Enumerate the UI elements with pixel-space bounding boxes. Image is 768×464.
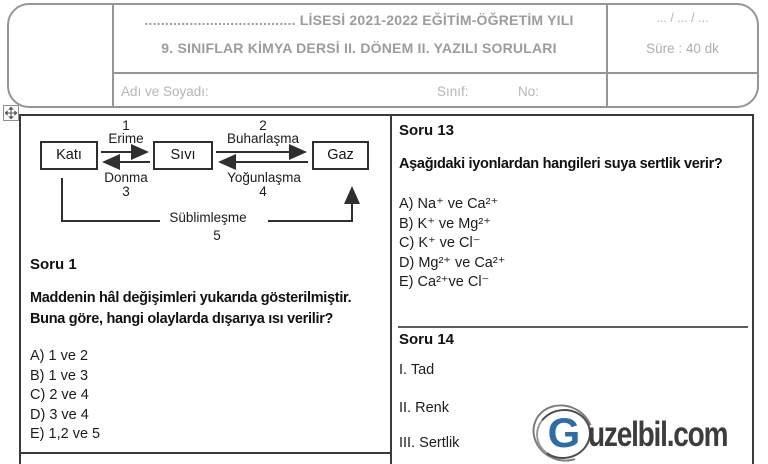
- question1-option-e: E) 1,2 ve 5: [30, 426, 101, 443]
- question1-options: [30, 347, 100, 445]
- logo-text: uzelbil.com: [588, 415, 728, 454]
- question13-options: [399, 195, 505, 293]
- header-row-divider: [112, 72, 759, 74]
- question14-item-3: III. Sertlik: [399, 435, 460, 451]
- school-year-title: ..................................... LİSESİ 2021-2022 EĞİTİM-ÖĞRETİM YILI: [144, 12, 574, 28]
- freeze-number: 3: [122, 184, 130, 199]
- table-move-handle[interactable]: [3, 105, 19, 121]
- name-label: Adı ve Soyadı:: [121, 84, 209, 99]
- question13-cell-bottom-border: [398, 326, 748, 328]
- state-box-liquid: Sıvı: [153, 141, 213, 170]
- question1-title: Soru 1: [30, 256, 77, 273]
- evaporation-label: Buharlaşma: [226, 131, 300, 146]
- state-box-gas: Gaz: [312, 141, 369, 170]
- question13-title: Soru 13: [399, 122, 455, 139]
- duration-label: Süre : 40 dk: [646, 41, 719, 56]
- table-border-top: [19, 114, 754, 116]
- freeze-label: Donma: [104, 170, 148, 185]
- melt-number: 1: [122, 118, 130, 133]
- question13-option-d: D) Mg²⁺ ve Ca²⁺: [399, 254, 506, 271]
- sublimation-number: 5: [213, 228, 221, 243]
- question1-text-line1: Maddenin hâl değişimleri yukarıda gösterilmiştir.: [30, 290, 352, 306]
- state-box-solid: Katı: [40, 141, 98, 170]
- question1-option-a: A) 1 ve 2: [30, 348, 89, 364]
- question13-option-e: E) Ca²⁺ve Cl⁻: [399, 274, 490, 291]
- melt-label: Erime: [108, 131, 144, 146]
- number-label: No:: [518, 84, 540, 99]
- logo-g-letter: G: [547, 409, 581, 456]
- exam-title: 9. SINIFLAR KİMYA DERSİ II. DÖNEM II. YAZILI SORULARI: [161, 40, 557, 56]
- table-column-divider: [390, 114, 392, 464]
- guzelbil-watermark: [533, 403, 768, 463]
- move-arrows-icon: [5, 107, 17, 119]
- question1-text-line2: Buna göre, hangi olaylarda dışarıya ısı verilir?: [30, 311, 334, 327]
- evaporation-number: 2: [259, 118, 267, 133]
- sublimation-label: Süblimleşme: [169, 210, 247, 225]
- question13-text: Aşağıdaki iyonlardan hangileri suya sertlik verir?: [399, 156, 723, 172]
- date-placeholder: ... / ... / ...: [656, 11, 709, 25]
- question13-option-a: A) Na⁺ ve Ca²⁺: [399, 196, 499, 212]
- condensation-label: Yoğunlaşma: [227, 170, 301, 185]
- question14-item-2: II. Renk: [399, 400, 449, 416]
- condensation-number: 4: [259, 184, 267, 199]
- question13-option-c: C) K⁺ ve Cl⁻: [399, 235, 481, 252]
- question1-option-c: C) 2 ve 4: [30, 387, 89, 404]
- question1-option-d: D) 3 ve 4: [30, 406, 89, 423]
- question1-option-b: B) 1 ve 3: [30, 367, 89, 384]
- table-border-left: [19, 114, 21, 464]
- question1-cell-bottom-border: [19, 452, 392, 454]
- question13-option-b: B) K⁺ ve Mg²⁺: [399, 215, 491, 232]
- class-label: Sınıf:: [437, 84, 469, 99]
- question14-item-1: I. Tad: [399, 362, 435, 378]
- question14-title: Soru 14: [399, 331, 455, 348]
